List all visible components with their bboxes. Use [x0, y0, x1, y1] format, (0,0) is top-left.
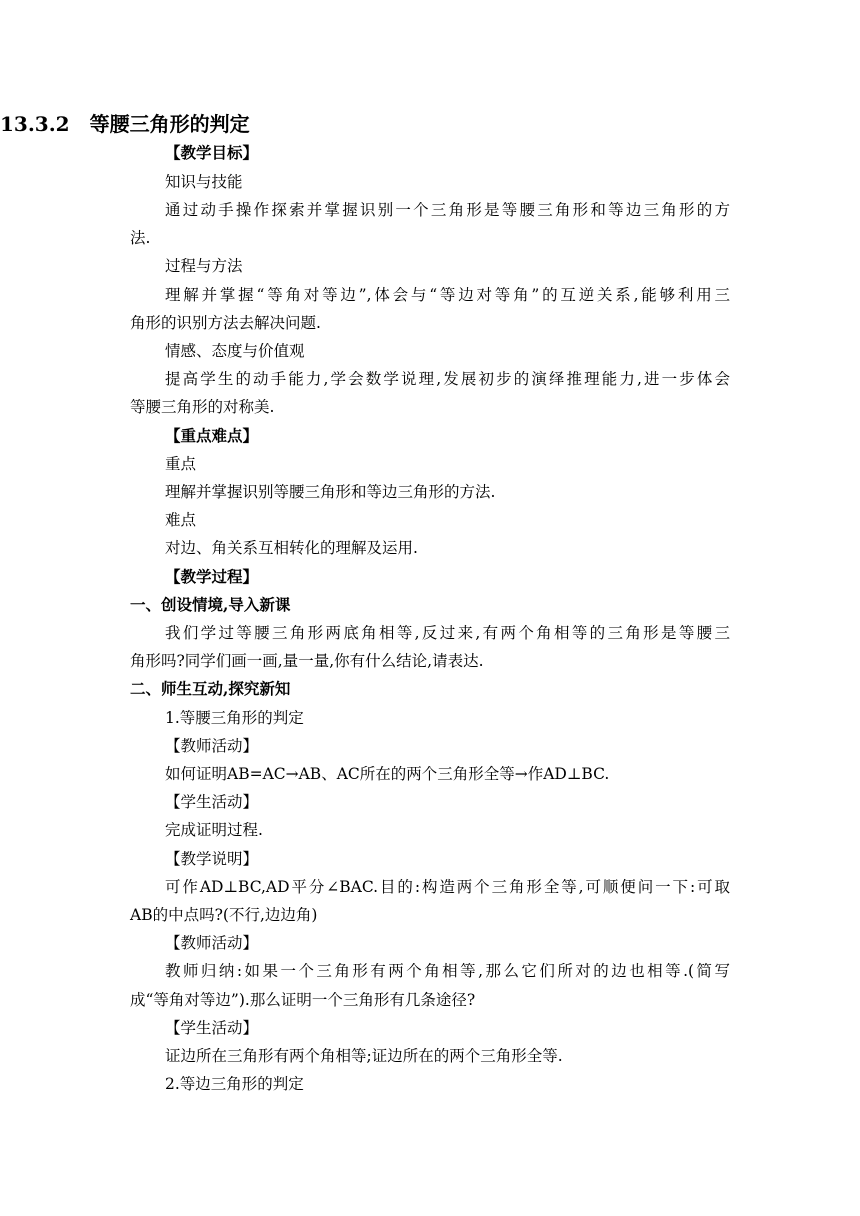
- numbered-item-2: 2.等边三角形的判定: [165, 1075, 304, 1093]
- part-heading-2: 二、师生互动,探究新知: [130, 679, 291, 698]
- label-teacher-activity: 【教师活动】: [165, 737, 259, 755]
- paragraph-line: 角形吗?同学们画一画,量一量,你有什么结论,请表达.: [130, 652, 484, 670]
- document-title: 13.3.2 等腰三角形的判定: [0, 112, 250, 136]
- paragraph-line: AB的中点吗?(不行,边边角): [130, 906, 318, 924]
- subheading-difficulty: 难点: [165, 511, 197, 529]
- paragraph-line: 理解并掌握识别等腰三角形和等边三角形的方法.: [165, 483, 496, 501]
- numbered-item-1: 1.等腰三角形的判定: [165, 709, 304, 727]
- paragraph-line: 法.: [130, 229, 151, 247]
- paragraph-line: 证边所在三角形有两个角相等;证边所在的两个三角形全等.: [165, 1047, 563, 1065]
- paragraph-line: 成“等角对等边”).那么证明一个三角形有几条途径?: [130, 991, 476, 1009]
- paragraph-line: 对边、角关系互相转化的理解及运用.: [165, 539, 418, 557]
- paragraph-line: 等腰三角形的对称美.: [130, 398, 275, 416]
- paragraph-line: 通过动手操作探索并掌握识别一个三角形是等腰三角形和等边三角形的方: [165, 201, 730, 219]
- paragraph-line: 完成证明过程.: [165, 821, 263, 839]
- section-heading-teaching-process: 【教学过程】: [165, 567, 259, 586]
- subheading-process-method: 过程与方法: [165, 257, 243, 275]
- paragraph-line: 可作AD⊥BC,AD平分∠BAC.目的:构造两个三角形全等,可顺便问一下:可取: [165, 878, 730, 896]
- section-heading-key-points: 【重点难点】: [165, 426, 259, 445]
- label-student-activity: 【学生活动】: [165, 793, 259, 811]
- label-teaching-note: 【教学说明】: [165, 850, 259, 868]
- part-heading-1: 一、创设情境,导入新课: [130, 595, 291, 614]
- subheading-emotion-values: 情感、态度与价值观: [165, 342, 305, 360]
- paragraph-line: 教师归纳:如果一个三角形有两个角相等,那么它们所对的边也相等.(简写: [165, 962, 730, 980]
- subheading-key-point: 重点: [165, 455, 197, 473]
- subheading-knowledge-skills: 知识与技能: [165, 173, 243, 191]
- paragraph-line: 如何证明AB=AC→AB、AC所在的两个三角形全等→作AD⊥BC.: [165, 765, 610, 783]
- paragraph-line: 提高学生的动手能力,学会数学说理,发展初步的演绎推理能力,进一步体会: [165, 370, 730, 388]
- section-heading-teaching-goals: 【教学目标】: [165, 143, 259, 162]
- paragraph-line: 我们学过等腰三角形两底角相等,反过来,有两个角相等的三角形是等腰三: [165, 624, 730, 642]
- label-student-activity: 【学生活动】: [165, 1019, 259, 1037]
- paragraph-line: 理解并掌握“等角对等边”,体会与“等边对等角”的互逆关系,能够利用三: [165, 286, 730, 304]
- paragraph-line: 角形的识别方法去解决问题.: [130, 314, 321, 332]
- label-teacher-activity: 【教师活动】: [165, 934, 259, 952]
